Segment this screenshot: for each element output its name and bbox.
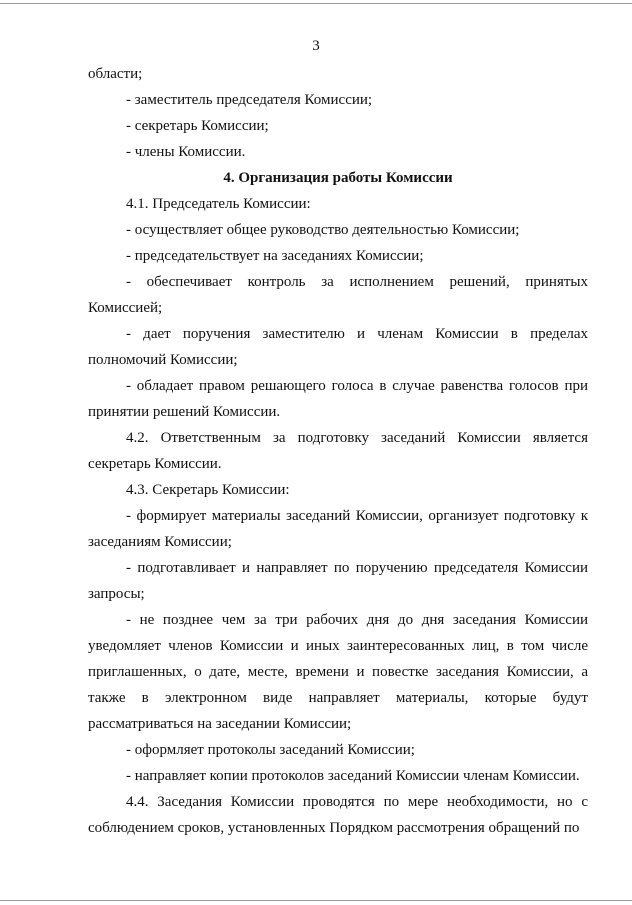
list-item: - формирует материалы заседаний Комиссии, организует подготовку к заседаниям Комиссии; [88, 508, 588, 550]
top-border-line [0, 3, 632, 4]
list-item-deputy-chair: - заместитель председателя Комиссии; [126, 92, 373, 108]
page-number: 3 [312, 38, 320, 54]
list-item: - дает поручения заместителю и членам Комиссии в пределах полномочий Комиссии; [88, 326, 588, 368]
paragraph-4-3: 4.3. Секретарь Комиссии: [126, 482, 290, 498]
list-item-secretary: - секретарь Комиссии; [126, 118, 269, 134]
list-item: - не позднее чем за три рабочих дня до дня заседания Комиссии уведомляет членов Комиссии и иных заинтересованных лиц, в том числе приглашенных, о дате, месте, времени и повестке заседания Комиссии, а также в электронном виде направляет материалы, которые будут рассматриваться на заседании Комиссии; [88, 612, 588, 732]
list-item: - осуществляет общее руководство деятельностью Комиссии; [126, 222, 520, 238]
paragraph-4-4: 4.4. Заседания Комиссии проводятся по мере необходимости, но с соблюдением сроков, установленных Порядком рассмотрения обращений по [88, 794, 588, 836]
list-item: - направляет копии протоколов заседаний Комиссии членам Комиссии. [126, 768, 580, 784]
section-heading: 4. Организация работы Комиссии [223, 170, 453, 186]
paragraph-4-2: 4.2. Ответственным за подготовку заседаний Комиссии является секретарь Комиссии. [88, 430, 588, 472]
list-item: - подготавливает и направляет по поручению председателя Комиссии запросы; [88, 560, 588, 602]
document-body [88, 61, 588, 841]
paragraph-4-1: 4.1. Председатель Комиссии: [126, 196, 311, 212]
list-item: - обеспечивает контроль за исполнением решений, принятых Комиссией; [88, 274, 588, 316]
list-item: - председательствует на заседаниях Комиссии; [126, 248, 424, 264]
list-item: - обладает правом решающего голоса в случае равенства голосов при принятии решений Комиссии. [88, 378, 588, 420]
list-item: - оформляет протоколы заседаний Комиссии; [126, 742, 415, 758]
paragraph-continuation: области; [88, 66, 143, 82]
bottom-border-line [0, 900, 632, 901]
list-item-members: - члены Комиссии. [126, 144, 246, 160]
